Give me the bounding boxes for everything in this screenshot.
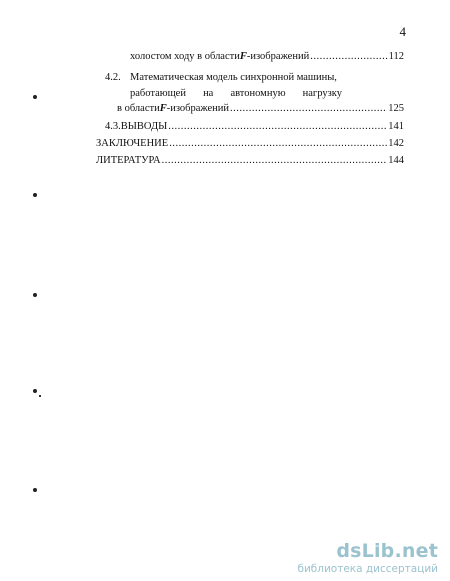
toc-leader-dots xyxy=(310,50,387,63)
toc-entry-4-2-line1[interactable] xyxy=(105,71,337,84)
toc-word: работающей xyxy=(130,88,186,99)
toc-entry-number: 4.2. xyxy=(105,72,121,83)
toc-entry-number: 4.3. xyxy=(105,121,121,132)
toc-entry-4-2-line3[interactable] xyxy=(117,102,404,115)
watermark xyxy=(297,540,438,575)
toc-entry-italic-term: F xyxy=(239,51,247,62)
toc-entry-continuation[interactable] xyxy=(130,50,404,63)
toc-word: на xyxy=(203,88,214,99)
toc-entry-title: ЗАКЛЮЧЕНИЕ xyxy=(96,138,169,149)
watermark-subtitle: библиотека диссертаций xyxy=(297,563,438,575)
toc-entry-page: 112 xyxy=(388,51,404,62)
toc-entry-text-suffix: -изображений xyxy=(246,51,310,62)
binding-mark xyxy=(33,293,37,297)
toc-entry-page: 142 xyxy=(388,138,404,149)
toc-entry-text: холостом ходу в области xyxy=(130,51,240,62)
toc-entry-text-suffix: -изображений xyxy=(166,103,230,114)
toc-entry-text: в области xyxy=(117,103,160,114)
toc-leader-dots xyxy=(168,120,387,133)
toc-leader-dots xyxy=(230,102,387,115)
toc-entry-conclusion[interactable] xyxy=(96,137,404,150)
toc-entry-title: ЛИТЕРАТУРА xyxy=(96,155,161,166)
binding-mark xyxy=(33,95,37,99)
toc-entry-italic-term: F xyxy=(159,103,167,114)
toc-entry-title: ВЫВОДЫ xyxy=(120,121,168,132)
toc-entry-literature[interactable] xyxy=(96,154,404,167)
page-number: 4 xyxy=(399,24,406,39)
toc-entry-title: Математическая модель синхронной машины, xyxy=(130,72,337,83)
scan-speck xyxy=(39,395,41,397)
toc-entry-page: 144 xyxy=(388,155,404,166)
toc-entry-page: 141 xyxy=(388,121,404,132)
watermark-logo: dsLib.net xyxy=(336,540,438,562)
toc-entry-4-3[interactable] xyxy=(105,120,404,133)
binding-mark xyxy=(33,488,37,492)
toc-entry-page: 125 xyxy=(388,103,404,114)
binding-mark xyxy=(33,389,37,393)
toc-entry-4-2-line2 xyxy=(130,87,342,100)
toc-word: нагрузку xyxy=(302,88,342,99)
toc-word: автономную xyxy=(230,88,286,99)
toc-leader-dots xyxy=(169,137,387,150)
toc-leader-dots xyxy=(162,154,388,167)
binding-mark xyxy=(33,193,37,197)
